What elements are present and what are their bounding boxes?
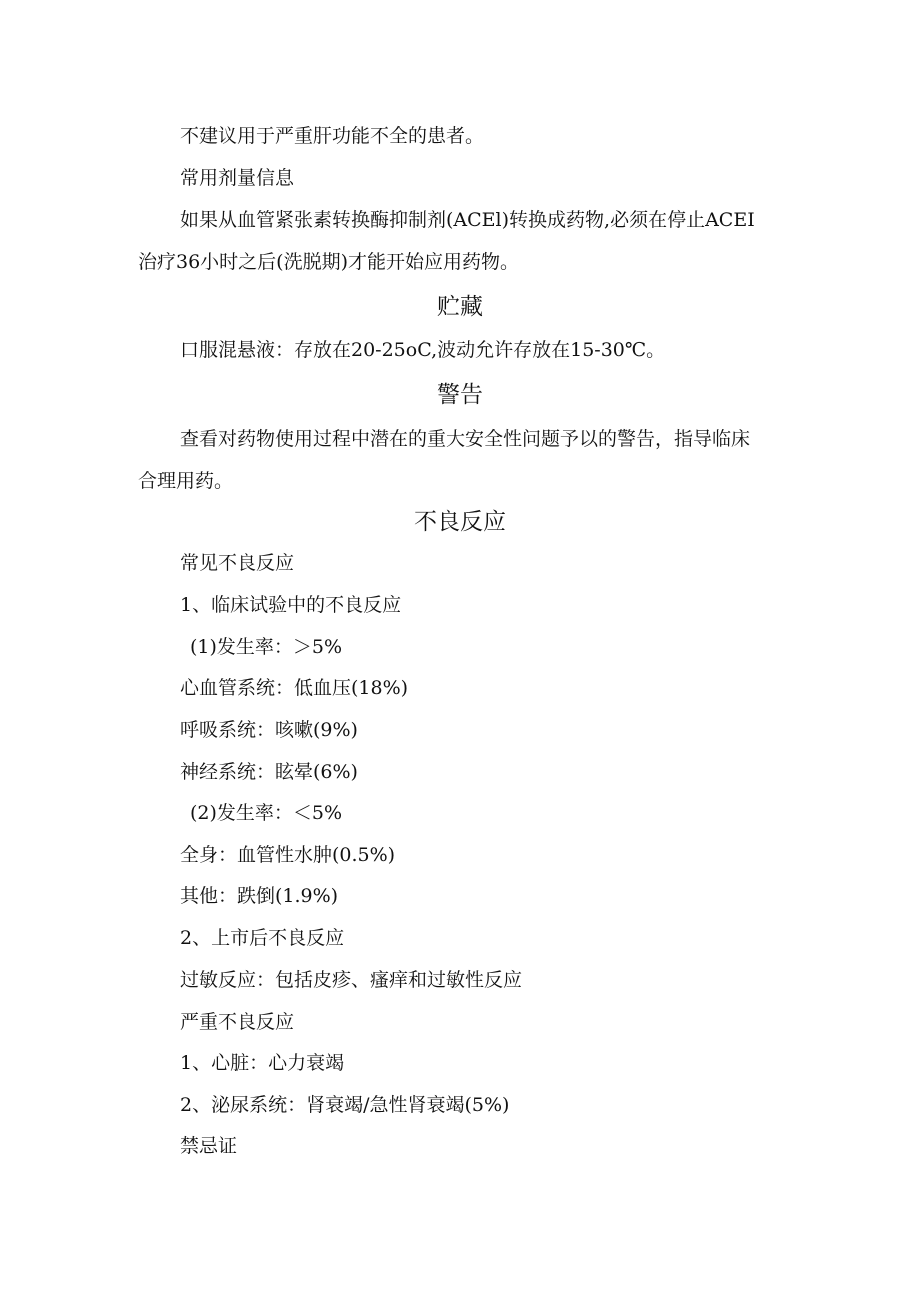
adverse-line: (2)发生率：＜5% <box>190 802 343 824</box>
storage-text: 口服混悬液：存放在20-25oC,波动允许存放在15-30℃。 <box>180 339 666 361</box>
contraindications-heading: 禁忌证 <box>180 1135 238 1157</box>
adverse-line: 其他：跌倒(1.9%) <box>180 885 339 907</box>
adverse-line: (1)发生率：＞5% <box>190 636 343 658</box>
warning-title: 警告 <box>437 382 483 408</box>
adverse-line: 常见不良反应 <box>180 552 295 574</box>
warning-text-line-2: 合理用药。 <box>138 470 234 492</box>
adverse-line: 严重不良反应 <box>180 1011 295 1033</box>
adverse-line: 2、上市后不良反应 <box>180 927 345 949</box>
adverse-line: 呼吸系统：咳嗽(9%) <box>180 719 358 741</box>
adverse-line: 过敏反应：包括皮疹、瘙痒和过敏性反应 <box>180 969 523 991</box>
dosage-text-line-2: 治疗36小时之后(洗脱期)才能开始应用药物。 <box>138 251 520 273</box>
dosage-text-line-1: 如果从血管紧张素转换酶抑制剂(ACEl)转换成药物,必须在停止ACEI <box>180 209 755 231</box>
adverse-line: 1、临床试验中的不良反应 <box>180 594 402 616</box>
liver-caution-text: 不建议用于严重肝功能不全的患者。 <box>180 125 485 147</box>
adverse-line: 2、泌尿系统：肾衰竭/急性肾衰竭(5%) <box>180 1094 510 1116</box>
storage-title: 贮藏 <box>437 294 483 320</box>
adverse-line: 1、心脏：心力衰竭 <box>180 1052 345 1074</box>
adverse-line: 心血管系统：低血压(18%) <box>180 677 409 699</box>
warning-text-line-1: 查看对药物使用过程中潜在的重大安全性问题予以的警告，指导临床 <box>180 428 751 450</box>
adverse-title: 不良反应 <box>414 509 506 535</box>
adverse-line: 神经系统：眩晕(6%) <box>180 761 358 783</box>
dosage-heading: 常用剂量信息 <box>180 167 295 189</box>
adverse-line: 全身：血管性水肿(0.5%) <box>180 844 396 866</box>
